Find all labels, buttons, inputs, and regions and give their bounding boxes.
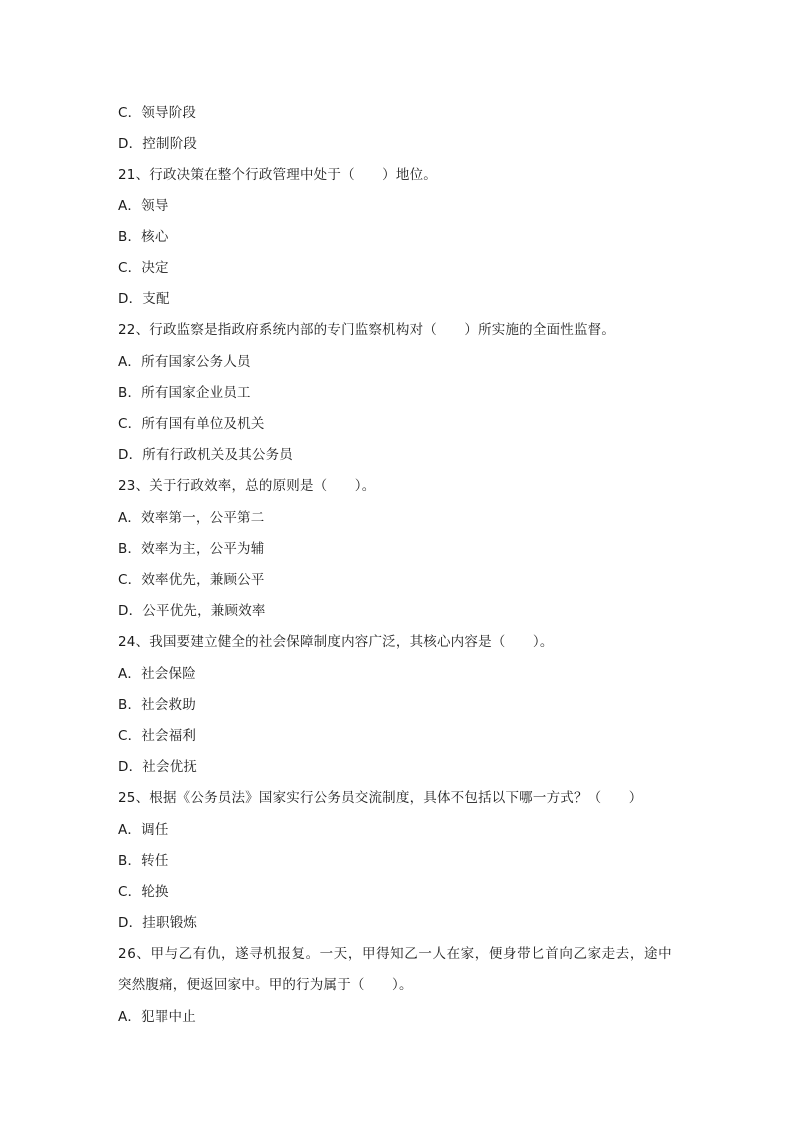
option-line: D．社会优抚 bbox=[118, 759, 198, 775]
option-line: D．公平优先，兼顾效率 bbox=[118, 603, 266, 619]
option-line: B．转任 bbox=[118, 853, 169, 869]
question-line: 24、我国要建立健全的社会保障制度内容广泛，其核心内容是（ ）。 bbox=[118, 634, 554, 650]
option-line: B．效率为主，公平为辅 bbox=[118, 541, 265, 557]
option-line: C．所有国有单位及机关 bbox=[118, 416, 265, 432]
question-line: 22、行政监察是指政府系统内部的专门监察机构对（ ）所实施的全面性监督。 bbox=[118, 322, 616, 338]
question-line: 25、根据《公务员法》国家实行公务员交流制度，具体不包括以下哪一方式？（ ） bbox=[118, 790, 643, 806]
option-line: C．决定 bbox=[118, 260, 169, 276]
question-line: 21、行政决策在整个行政管理中处于（ ）地位。 bbox=[118, 167, 437, 183]
option-line: C．效率优先，兼顾公平 bbox=[118, 572, 265, 588]
option-line: C．社会福利 bbox=[118, 728, 197, 744]
option-line: C．轮换 bbox=[118, 884, 169, 900]
question-line: 23、关于行政效率，总的原则是（ ）。 bbox=[118, 478, 376, 494]
option-line: D．支配 bbox=[118, 291, 170, 307]
question-line: 26、甲与乙有仇，遂寻机报复。一天，甲得知乙一人在家，便身带匕首向乙家走去，途中 bbox=[118, 946, 673, 962]
option-line: D．所有行政机关及其公务员 bbox=[118, 447, 293, 463]
option-line: A．效率第一，公平第二 bbox=[118, 510, 265, 526]
option-line: A．社会保险 bbox=[118, 666, 196, 682]
option-line: A．所有国家公务人员 bbox=[118, 354, 251, 370]
option-line: C．领导阶段 bbox=[118, 105, 197, 121]
option-line: B．核心 bbox=[118, 229, 169, 245]
question-continuation-line: 突然腹痛，便返回家中。甲的行为属于（ ）。 bbox=[118, 977, 413, 993]
option-line: B．社会救助 bbox=[118, 697, 196, 713]
option-line: A．犯罪中止 bbox=[118, 1009, 196, 1025]
option-line: A．调任 bbox=[118, 822, 169, 838]
option-line: D．挂职锻炼 bbox=[118, 915, 198, 931]
option-line: A．领导 bbox=[118, 198, 169, 214]
option-line: D．控制阶段 bbox=[118, 136, 198, 152]
option-line: B．所有国家企业员工 bbox=[118, 385, 251, 401]
